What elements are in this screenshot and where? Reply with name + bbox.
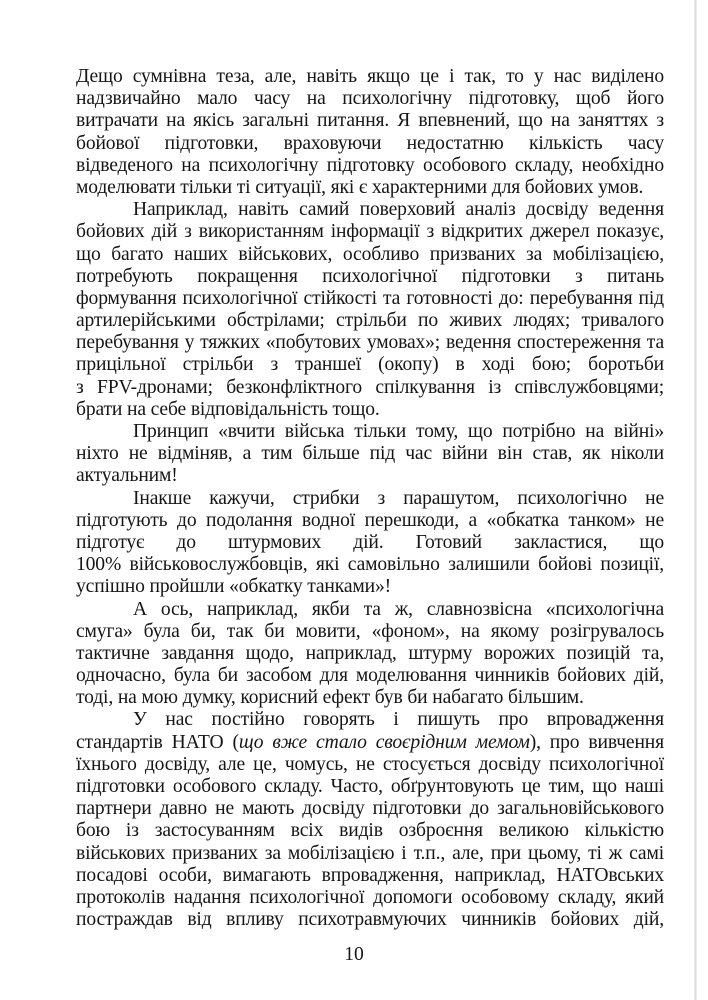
line-text: 100% військовослужбовців, які самовільно залишили бойові позиції, <box>76 554 664 576</box>
text-line <box>76 377 664 399</box>
text-line <box>76 887 664 909</box>
line-text: їхнього досвіду, але це, чомусь, не стосується досвіду психологічної <box>76 753 664 775</box>
line-text: А ось, наприклад, якби та ж, славнозвісна «психологічна <box>133 598 664 620</box>
line-text: підготовки особового складу. Часто, обґрунтовують це тим, що наші <box>76 776 664 797</box>
text-line <box>76 687 664 709</box>
paragraph-first-line <box>76 421 664 443</box>
text-line <box>76 133 664 155</box>
line-text: що багато наших військових, особливо призваних за мобілізацією, <box>76 243 664 265</box>
text-line <box>76 155 664 177</box>
line-text: бойової підготовки, враховуючи недостатню кількість часу <box>76 132 664 154</box>
paragraph-first-line <box>76 488 664 510</box>
paragraph-first-line <box>76 599 664 621</box>
paragraph-first-line <box>76 709 664 731</box>
scan-edge <box>694 0 697 1000</box>
line-text: підготує до штурмових дій. Готовий закластися, що <box>76 531 664 553</box>
text-line <box>76 221 664 243</box>
line-text: тоді, на мою думку, корисний ефект був би набагато більшим. <box>76 687 584 709</box>
text-line <box>76 443 664 465</box>
text-line <box>76 465 664 487</box>
text-segment: ), про вивчення <box>529 731 664 753</box>
text-line <box>76 576 664 598</box>
line-text: бою із застосуванням всіх видів озброєння великою кількістю <box>76 820 664 842</box>
text-line <box>76 754 664 776</box>
text-line <box>76 288 664 310</box>
line-text: одночасно, була би засобом для моделювання чинників бойових дій, <box>76 665 664 687</box>
line-text: успішно пройшли «обкатку танками»! <box>76 576 391 598</box>
line-text: тактичне завдання щодо, наприклад, штурму ворожих позицій та, <box>76 642 664 664</box>
text-line <box>76 798 664 820</box>
text-line <box>76 244 664 266</box>
line-text: формування психологічної стійкості та готовності до: перебування під <box>76 287 664 309</box>
line-text: ніхто не відміняв, а тим більше під час війни він став, як ніколи <box>76 443 664 465</box>
line-text: постраждав від впливу психотравмуючих чинників бойових дій, <box>76 909 664 931</box>
line-text: витрачати на якісь загальні питання. Я впевнений, що на заняттях з <box>76 110 664 132</box>
text-line <box>76 776 664 798</box>
line-text: протоколів надання психологічної допомоги особовому складу, який <box>76 886 664 908</box>
line-text: Принцип «вчити війська тільки тому, що потрібно на війні» <box>133 421 664 442</box>
text-line <box>76 820 664 842</box>
text-line <box>76 177 664 199</box>
text-line <box>76 554 664 576</box>
line-text: перебування у тяжких «побутових умовах»; ведення спостереження та <box>76 332 664 354</box>
text-line <box>76 843 664 865</box>
line-text: партнери давно не мають досвіду підготовки до загальновійськового <box>76 798 664 820</box>
line-text: смуга» була би, так би мовити, «фоном», на якому розігрувалось <box>76 620 664 642</box>
line-text: У нас постійно говорять і пишуть про впровадження <box>133 709 664 731</box>
text-line <box>76 332 664 354</box>
line-text: артилерійськими обстрілами; стрільби по живих людях; тривалого <box>76 310 664 332</box>
text-line <box>76 909 664 931</box>
text-line <box>76 732 664 754</box>
line-text: моделювати тільки ті ситуації, які є характерними для бойових умов. <box>76 176 644 198</box>
text-line <box>76 266 664 288</box>
line-text: брати на себе відповідальність тощо. <box>76 398 380 420</box>
text-segment: стандартів НАТО ( <box>76 731 239 753</box>
line-text: відведеного на психологічну підготовку особового складу, необхідно <box>76 154 664 176</box>
line-text: актуальним! <box>76 465 178 487</box>
line-text: бойових дій з використанням інформації з відкритих джерел показує, <box>76 221 664 243</box>
paragraph-first-line <box>76 199 664 221</box>
text-line <box>76 88 664 110</box>
line-text: підготують до подолання водної перешкоди, а «обкатка танком» не <box>76 509 664 531</box>
text-line <box>76 510 664 532</box>
text-line <box>76 621 664 643</box>
line-text: Наприклад, навіть самий поверховий аналіз досвіду ведення <box>133 199 664 221</box>
text-line <box>76 66 664 88</box>
text-line <box>76 110 664 132</box>
line-text: посадові особи, вимагають впровадження, наприклад, НАТОвських <box>76 864 664 886</box>
page-number: 10 <box>344 944 364 965</box>
line-text: надзвичайно мало часу на психологічну підготовку, щоб його <box>76 88 664 110</box>
text-line <box>76 310 664 332</box>
document-body <box>76 66 664 931</box>
text-line <box>76 643 664 665</box>
italic-remark: що вже стало своєрідним мемом <box>238 731 530 753</box>
text-line <box>76 354 664 376</box>
line-text: потребують покращення психологічної підготовки з питань <box>76 265 664 287</box>
line-text <box>76 732 664 754</box>
text-line <box>76 532 664 554</box>
line-text: Інакше кажучи, стрибки з парашутом, психологічно не <box>133 487 664 509</box>
text-line <box>76 665 664 687</box>
text-line <box>76 399 664 421</box>
line-text: прицільної стрільби з траншеї (окопу) в ході бою; боротьби <box>76 354 664 376</box>
line-text: Дещо сумнівна теза, але, навіть якщо це і так, то у нас виділено <box>76 66 664 87</box>
line-text: військових призваних за мобілізацією і т.п., але, при цьому, ті ж самі <box>76 842 664 864</box>
text-line <box>76 865 664 887</box>
line-text: з FPV-дронами; безконфліктного спілкування із співслужбовцями; <box>76 376 664 398</box>
